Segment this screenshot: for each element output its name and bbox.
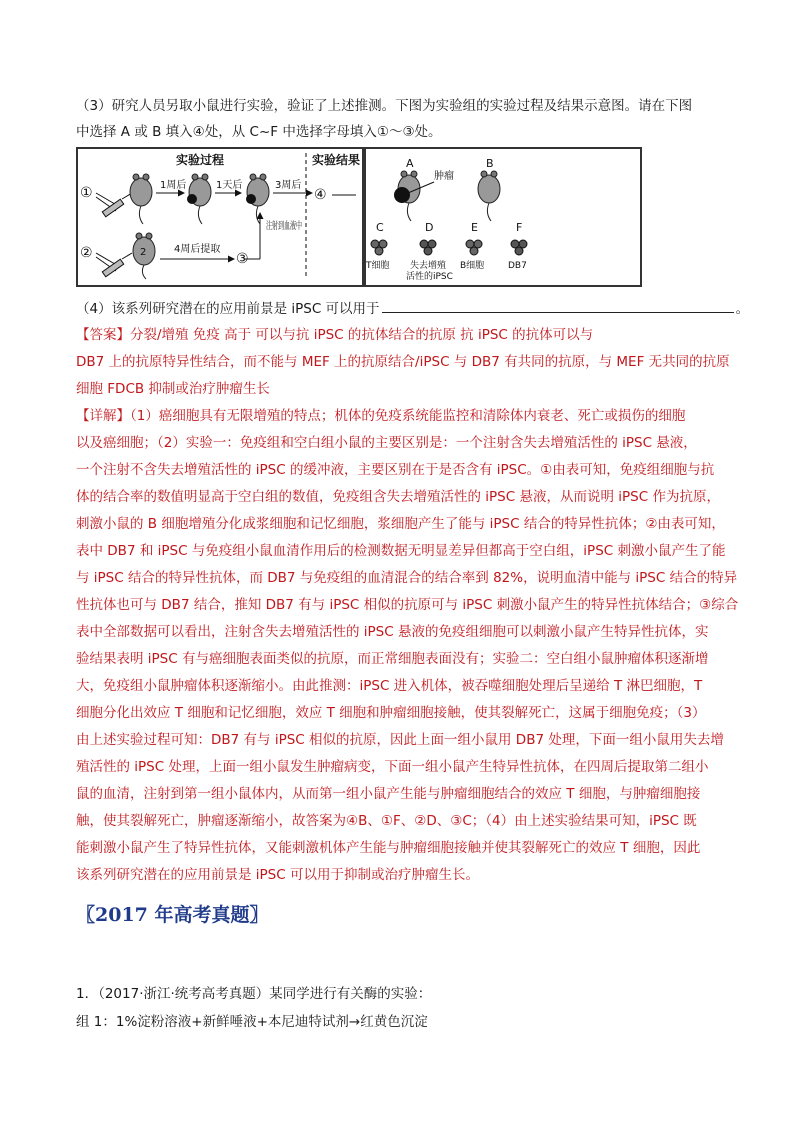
b-cell-label: B细胞: [460, 261, 485, 271]
day1-label: 1天后: [216, 180, 243, 191]
letter-f: F: [516, 221, 523, 234]
circle-2-label: ②: [80, 245, 93, 261]
detail-line: 体的结合率的数值明显高于空白组的数值，免疫组含失去增殖活性的 iPSC 悬液，从而说明 iPSC 作为抗原，: [76, 489, 720, 505]
detail-line: 鼠的血清，注射到第一组小鼠体内，从而第一组小鼠产生能与肿瘤细胞结合的效应 T 细胞，与肿瘤细胞接: [76, 786, 701, 802]
answer-blank: [382, 298, 734, 313]
detail-line: 验结果表明 iPSC 有与癌细胞表面类似的抗原，而正常细胞表面没有；实验二：空白组小鼠肿瘤体积逐渐增: [76, 651, 709, 667]
circle-3-label: ③: [236, 251, 249, 267]
question-4-end: 。: [735, 301, 750, 317]
detail-line: 一个注射不含失去增殖活性的 iPSC 的缓冲液，主要区别在于是否含有 iPSC。①由表可知，免疫组细胞与抗: [76, 462, 715, 478]
detail-line: 与 iPSC 结合的特异性抗体，而 DB7 与免疫组的血清混合的结合率到 82%，说明血清中能与 iPSC 结合的特异: [76, 570, 738, 586]
detail-line: 刺激小鼠的 B 细胞增殖分化成浆细胞和记忆细胞，浆细胞产生了能与 iPSC 结合的特异性抗体；②由表可知，: [76, 516, 725, 532]
b-cell-icon: [466, 240, 482, 255]
question-1-line-2: 组 1：1%淀粉溶液+新鲜唾液+本尼迪特试剂→红黄色沉淀: [76, 1014, 428, 1030]
detail-line: 能刺激小鼠产生了特异性抗体，又能刺激机体产生能与肿瘤细胞接触并使其裂解死亡的效应 T 细胞，因此: [76, 840, 701, 856]
db7-cell-icon: [511, 240, 527, 255]
mouse-a-icon: [394, 171, 420, 221]
question-3-line-2: 中选择 A 或 B 填入④处，从 C~F 中选择字母填入①～③处。: [76, 124, 442, 140]
detail-line: 【详解】（1）癌细胞具有无限增殖的特点；机体的免疫系统能监控和清除体内衰老、死亡或损伤的细胞: [76, 408, 686, 424]
answer-line-1: 【答案】分裂/增殖 免疫 高于 可以与抗 iPSC 的抗体结合的抗原 抗 iPSC 的抗体可以与: [76, 327, 594, 343]
ipsc-label-1: 失去增殖: [410, 261, 447, 271]
tumor-label: 肿瘤: [434, 171, 454, 182]
mouse-icon-3-tumor: [246, 174, 269, 224]
mouse-a-letter: A: [406, 157, 414, 170]
answer-line-3: 细胞 FDCB 抑制或治疗肿瘤生长: [76, 381, 270, 397]
result-title: 实验结果: [312, 153, 361, 167]
experiment-figure: [76, 147, 642, 287]
letter-d: D: [425, 221, 434, 234]
figure-drawing: [76, 147, 642, 287]
mouse-icon-1: [130, 174, 152, 224]
detail-line: 大，免疫组小鼠肿瘤体积逐渐缩小。由此推测：iPSC 进入机体，被吞噬细胞处理后呈递给 T 淋巴细胞，T: [76, 678, 703, 694]
question-4: [76, 298, 749, 319]
detail-line: 该系列研究潜在的应用前景是 iPSC 可以用于抑制或治疗肿瘤生长。: [76, 867, 479, 883]
db7-label: DB7: [508, 261, 527, 271]
detail-line: 以及癌细胞；（2）实验一：免疫组和空白组小鼠的主要区别是：一个注射含失去增殖活性的 iPSC 悬液，: [76, 435, 697, 451]
mouse-b-icon: [478, 171, 500, 221]
detail-line: 表中全部数据可以看出，注射含失去增殖活性的 iPSC 悬液的免疫组细胞可以刺激小鼠产生特异性抗体，实: [76, 624, 709, 640]
question-4-text: （4）该系列研究潜在的应用前景是 iPSC 可以用于: [76, 301, 380, 317]
detail-line: 表中 DB7 和 iPSC 与免疫组小鼠血清作用后的检测数据无明显差异但都高于空白组，iPSC 刺激小鼠产生了能: [76, 543, 726, 559]
answer-line-2: DB7 上的抗原特异性结合，而不能与 MEF 上的抗原结合/iPSC 与 DB7 有共同的抗原，与 MEF 无共同的抗原: [76, 354, 730, 370]
week1-label: 1周后: [160, 180, 187, 191]
circle-4-label: ④: [314, 187, 327, 203]
mouse-b-letter: B: [486, 157, 494, 170]
t-cell-icon: [371, 240, 387, 255]
section-heading: 〖2017 年高考真题〗: [76, 904, 269, 926]
detail-line: 触，使其裂解死亡，肿瘤逐渐缩小，故答案为④B、①F、②D、③C；（4）由上述实验结果可知，iPSC 既: [76, 813, 697, 829]
mouse-icon-2-tumor: [187, 174, 211, 224]
question-3-line-1: （3）研究人员另取小鼠进行实验，验证了上述推测。下图为实验组的实验过程及结果示意图。请在下图: [76, 98, 693, 114]
letter-c: C: [376, 221, 384, 234]
detail-line: 由上述实验过程可知：DB7 有与 iPSC 相似的抗原，因此上面一组小鼠用 DB7 处理，下面一组小鼠用失去增: [76, 732, 724, 748]
detail-line: 细胞分化出效应 T 细胞和记忆细胞，效应 T 细胞和肿瘤细胞接触，使其裂解死亡，这属于细胞免疫；（3）: [76, 705, 706, 721]
t-cell-label: T细胞: [366, 261, 390, 271]
question-1-line-1: 1．（2017·浙江·统考高考真题）某同学进行有关酶的实验：: [76, 986, 432, 1002]
extract-label: 4周后提取: [174, 244, 221, 255]
process-title: 实验过程: [176, 153, 225, 167]
ipsc-cell-icon: [420, 240, 436, 255]
detail-line: 殖活性的 iPSC 处理，上面一组小鼠发生肿瘤病变，下面一组小鼠产生特异性抗体，在四周后提取第二组小: [76, 759, 709, 775]
mouse-number-label: 2: [140, 247, 147, 258]
inject-label: 注射到血液中: [266, 221, 326, 232]
circle-1-label: ①: [80, 185, 93, 201]
ipsc-label-2: 活性的iPSC: [406, 272, 453, 282]
week3-label: 3周后: [275, 180, 302, 191]
letter-e: E: [471, 221, 478, 234]
detail-line: 性抗体也可与 DB7 结合，推知 DB7 有与 iPSC 相似的抗原可与 iPSC 刺激小鼠产生的特异性抗体结合；③综合: [76, 597, 739, 613]
